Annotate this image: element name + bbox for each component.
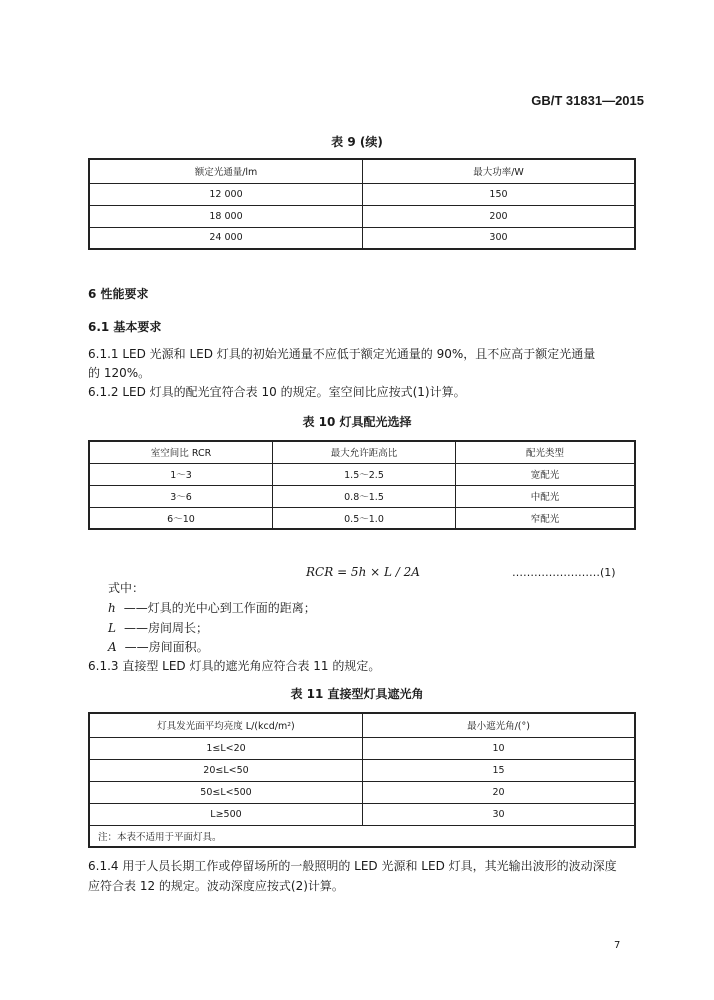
table10-cell: 中配光 [456, 485, 636, 507]
table10-cell: 0.8～1.5 [273, 485, 456, 507]
table-row [89, 803, 635, 825]
where-desc: ——房间面积。 [124, 640, 209, 654]
table10-cell: 6～10 [89, 507, 273, 529]
table10-cell: 1～3 [89, 463, 273, 485]
where-desc: ——房间周长； [123, 621, 208, 635]
table9-header-power: 最大功率/W [363, 159, 636, 183]
para-6-1-2: 6.1.2 LED 灯具的配光宜符合表 10 的规定。室空间比应按式(1)计算。 [88, 385, 466, 399]
table11-cell: 1≤L<20 [89, 737, 363, 759]
table11-cell: 20 [363, 781, 636, 803]
table-row [89, 227, 635, 249]
table10-cell: 3～6 [89, 485, 273, 507]
para-6-1-3: 6.1.3 直接型 LED 灯具的遮光角应符合表 11 的规定。 [88, 659, 381, 673]
formula-1: RCR = 5h × L / 2A [306, 565, 420, 579]
table-row [89, 205, 635, 227]
table11-cell: 15 [363, 759, 636, 781]
table9-cell: 12 000 [89, 183, 363, 205]
table-row [89, 507, 635, 529]
table-row [89, 183, 635, 205]
table10-header-rcr: 室空间比 RCR [89, 441, 273, 463]
table10-cell: 1.5～2.5 [273, 463, 456, 485]
table-row [89, 485, 635, 507]
table-row [89, 463, 635, 485]
standard-code: GB/T 31831—2015 [531, 93, 644, 108]
table11-cell: 50≤L<500 [89, 781, 363, 803]
table11-cell: 20≤L<50 [89, 759, 363, 781]
table9 [88, 158, 636, 250]
where-desc: ——灯具的光中心到工作面的距离； [123, 601, 316, 615]
table9-cell: 18 000 [89, 205, 363, 227]
table9-cell: 24 000 [89, 227, 363, 249]
table11-header-angle: 最小遮光角/(°) [363, 713, 636, 737]
para-6-1-1-line1: 6.1.1 LED 光源和 LED 灯具的初始光通量不应低于额定光通量的 90%，且不应高于额定光通量 [88, 347, 596, 361]
table9-header-flux: 额定光通量/lm [89, 159, 363, 183]
where-item [108, 637, 209, 657]
table10-header-type: 配光类型 [456, 441, 636, 463]
para-6-1-4-line1: 6.1.4 用于人员长期工作或停留场所的一般照明的 LED 光源和 LED 灯具，其光输出波形的波动深度 [88, 859, 617, 873]
table-row [89, 781, 635, 803]
table11-caption: 表 11 直接型灯具遮光角 [290, 687, 424, 701]
table10-caption: 表 10 灯具配光选择 [302, 415, 412, 429]
where-symbol: h [108, 601, 116, 615]
table10-cell: 0.5～1.0 [273, 507, 456, 529]
para-6-1-1-line2: 的 120%。 [88, 366, 151, 380]
page-number: 7 [614, 940, 621, 951]
where-item [108, 598, 316, 618]
table10-header-ratio: 最大允许距高比 [273, 441, 456, 463]
formula-1-number: ……………………(1) [512, 566, 616, 579]
table10 [88, 440, 636, 530]
where-item [108, 618, 208, 638]
table9-cell: 300 [363, 227, 636, 249]
where-symbol: A [108, 640, 117, 654]
table10-cell: 窄配光 [456, 507, 636, 529]
table9-caption: 表 9 (续) [331, 135, 383, 149]
where-symbol: L [108, 621, 116, 635]
para-6-1-4-line2: 应符合表 12 的规定。波动深度应按式(2)计算。 [88, 879, 344, 893]
table11-cell: L≥500 [89, 803, 363, 825]
table9-cell: 150 [363, 183, 636, 205]
table11-cell: 30 [363, 803, 636, 825]
section-6-1-title: 6.1 基本要求 [88, 320, 162, 334]
table11 [88, 712, 636, 848]
table11-cell: 10 [363, 737, 636, 759]
table-row [89, 737, 635, 759]
table9-cell: 200 [363, 205, 636, 227]
table11-header-luminance: 灯具发光面平均亮度 L/(kcd/m²) [89, 713, 363, 737]
table10-cell: 宽配光 [456, 463, 636, 485]
table-row [89, 759, 635, 781]
section-6-title: 6 性能要求 [88, 287, 149, 301]
table11-note: 注：本表不适用于平面灯具。 [89, 825, 635, 847]
where-intro: 式中： [108, 581, 145, 595]
